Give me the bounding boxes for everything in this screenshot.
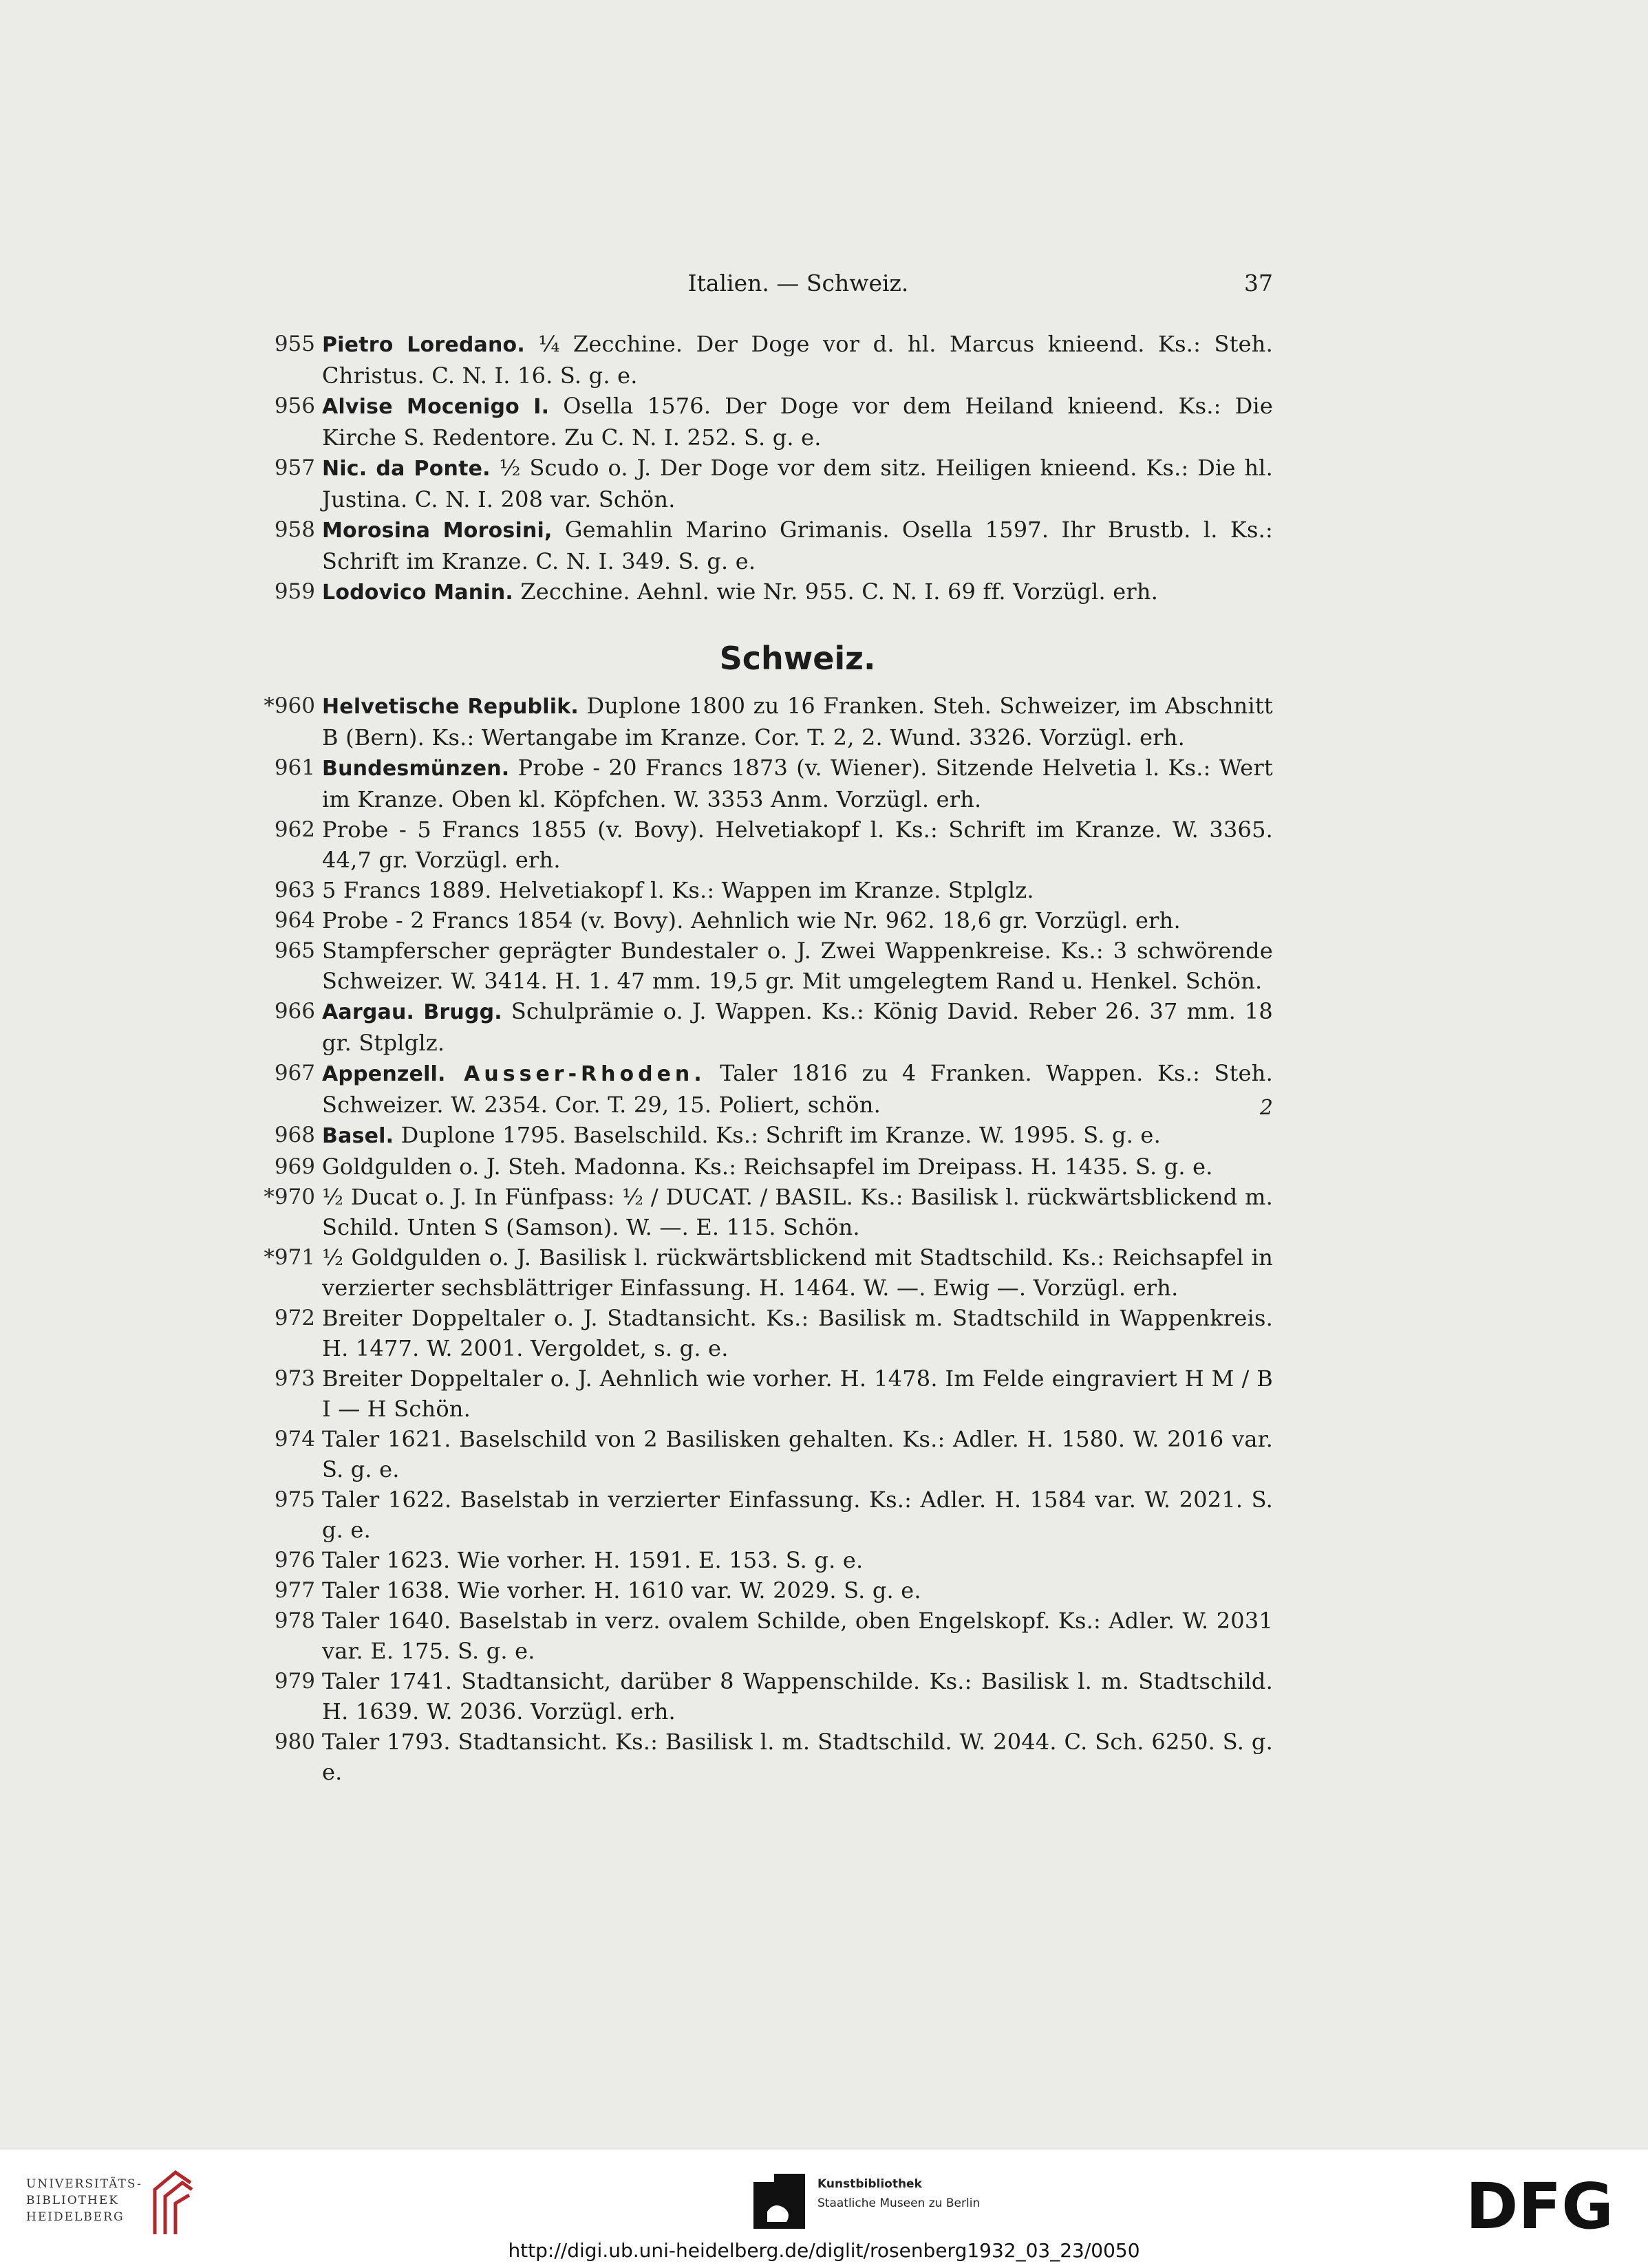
entry-description: Probe - 20 Francs 1873 (v. Wiener). Sitzende Helvetia l. Ks.: Wert im Kranze. Oben kl. Köpfchen. W. 3353 Anm. Vorzügl. erh. <box>322 755 1273 812</box>
entry-text <box>322 875 1273 905</box>
catalog-entry <box>248 1484 1273 1545</box>
svg-text:DFG: DFG <box>1466 2179 1614 2234</box>
catalog-entry <box>248 936 1273 996</box>
entry-text <box>322 1152 1273 1182</box>
catalog-entry <box>248 1058 1273 1120</box>
entry-heading: Helvetische Republik. <box>322 695 579 719</box>
entry-heading: Aargau. Brugg. <box>322 1000 502 1024</box>
entry-description: ¼ Zecchine. Der Doge vor d. hl. Marcus knieend. Ks.: Steh. Christus. C. N. I. 16. S. g. e. <box>322 331 1273 389</box>
lot-number: 977 <box>274 1578 315 1603</box>
entry-text <box>322 329 1273 391</box>
entry-text <box>322 1545 1273 1575</box>
entry-text <box>322 391 1273 453</box>
kunstbibliothek-logo-icon <box>753 2174 805 2229</box>
entry-description: Taler 1640. Baselstab in verz. ovalem Schilde, oben Engelskopf. Ks.: Adler. W. 2031 var. E. 175. S. g. e. <box>322 1608 1273 1664</box>
entry-heading: Lodovico Manin. <box>322 581 513 605</box>
entry-text <box>322 1424 1273 1484</box>
lot-number: 964 <box>274 908 315 933</box>
catalog-entry <box>248 1242 1273 1303</box>
catalog-entry <box>248 1575 1273 1606</box>
entry-description: Gemahlin Marino Grimanis. Osella 1597. Ihr Brustb. l. Ks.: Schrift im Kranze. C. N. I. 349. S. g. e. <box>322 517 1273 574</box>
entry-heading: Bundesmünzen. <box>322 757 510 781</box>
lot-number: 958 <box>274 517 315 542</box>
lot-number: 974 <box>274 1427 315 1451</box>
entry-description: Taler 1793. Stadtansicht. Ks.: Basilisk l. m. Stadtschild. W. 2044. C. Sch. 6250. S. g. e. <box>322 1729 1273 1785</box>
entry-text <box>322 1303 1273 1363</box>
entry-text <box>322 1058 1273 1120</box>
entry-description: Zecchine. Aehnl. wie Nr. 955. C. N. I. 69 ff. Vorzügl. erh. <box>513 579 1159 605</box>
entry-text <box>322 1575 1273 1606</box>
entry-description: Osella 1576. Der Doge vor dem Heiland knieend. Ks.: Die Kirche S. Redentore. Zu C. N. I. 252. S. g. e. <box>322 393 1273 451</box>
entry-heading: Appenzell. <box>322 1062 446 1086</box>
lot-number: 972 <box>274 1306 315 1330</box>
lot-number: 973 <box>274 1366 315 1391</box>
entry-description: ½ Ducat o. J. In Fünfpass: ½ / DUCAT. / BASIL. Ks.: Basilisk l. rückwärtsblickend m. Schild. Unten S (Samson). W. —. E. 115. Schön. <box>322 1184 1273 1240</box>
catalog-entry <box>248 1545 1273 1575</box>
catalog-entry <box>248 691 1273 753</box>
entry-text <box>322 515 1273 576</box>
lot-number: 965 <box>274 938 315 963</box>
entry-text <box>322 1727 1273 1787</box>
kb-title: Kunstbibliothek <box>817 2177 922 2191</box>
catalog-entry <box>248 1424 1273 1484</box>
lot-number: 979 <box>274 1669 315 1694</box>
lot-number: 969 <box>274 1154 315 1179</box>
dfg-logo-icon <box>1466 2179 1627 2234</box>
entry-description: Stampferscher geprägter Bundestaler o. J. Zwei Wappenkreise. Ks.: 3 schwörende Schweizer. W. 3414. H. 1. 47 mm. 19,5 gr. Mit umgelegtem Rand u. Henkel. Schön. <box>322 938 1273 994</box>
italy-entry-list <box>248 329 1273 608</box>
uni-name-line: BIBLIOTHEK <box>26 2194 119 2207</box>
entry-description: ½ Scudo o. J. Der Doge vor dem sitz. Heiligen knieend. Ks.: Die hl. Justina. C. N. I. 208 var. Schön. <box>322 455 1273 512</box>
lot-number: 976 <box>274 1548 315 1573</box>
lot-number: *971 <box>264 1245 315 1270</box>
entry-heading: Pietro Loredano. <box>322 333 525 357</box>
uni-name-line: UNIVERSITÄTS- <box>26 2177 142 2191</box>
entry-description: ½ Goldgulden o. J. Basilisk l. rückwärtsblickend mit Stadtschild. Ks.: Reichsapfel in verzierter sechsblättriger Einfassung. H. 1464. W. —. Ewig —. Vorzügl. erh. <box>322 1244 1273 1301</box>
lot-number: 962 <box>274 817 315 842</box>
catalog-entry <box>248 1120 1273 1152</box>
catalog-entry <box>248 1727 1273 1787</box>
kunstbibliothek-name <box>817 2174 980 2213</box>
lot-number: 955 <box>274 332 315 356</box>
lot-number: *970 <box>264 1185 315 1209</box>
entry-heading: Nic. da Ponte. <box>322 457 491 481</box>
entry-text <box>322 936 1273 996</box>
entry-description: Taler 1741. Stadtansicht, darüber 8 Wappenschilde. Ks.: Basilisk l. m. Stadtschild. H. 1639. W. 2036. Vorzügl. erh. <box>322 1668 1273 1725</box>
entry-description: 5 Francs 1889. Helvetiakopf l. Ks.: Wappen im Kranze. Stplglz. <box>322 877 1034 903</box>
entry-text <box>322 814 1273 875</box>
entry-text <box>322 576 1273 608</box>
entry-heading: Basel. <box>322 1124 394 1148</box>
entry-text <box>322 1484 1273 1545</box>
catalog-entry <box>248 1666 1273 1727</box>
entry-text <box>322 1182 1273 1242</box>
lot-number: 963 <box>274 878 315 903</box>
entry-description: Duplone 1800 zu 16 Franken. Steh. Schweizer, im Abschnitt B (Bern). Ks.: Wertangabe im Kranze. Cor. T. 2, 2. Wund. 3326. Vorzügl. erh. <box>322 693 1273 750</box>
catalog-entry <box>248 996 1273 1058</box>
catalog-entries <box>248 329 1273 1787</box>
catalog-entry <box>248 1606 1273 1666</box>
digitization-footer <box>0 2150 1648 2268</box>
entry-text <box>322 905 1273 936</box>
catalog-entry <box>248 1152 1273 1182</box>
entry-description: Taler 1622. Baselstab in verzierter Einfassung. Ks.: Adler. H. 1584 var. W. 2021. S. g. e. <box>322 1487 1273 1543</box>
university-library-name <box>26 2176 142 2225</box>
entry-subheading: Ausser-Rhoden. <box>445 1062 706 1086</box>
entry-heading: Morosina Morosini, <box>322 519 553 543</box>
catalog-entry <box>248 576 1273 608</box>
lot-number: 957 <box>274 455 315 480</box>
entry-description: Probe - 2 Francs 1854 (v. Bovy). Aehnlich wie Nr. 962. 18,6 gr. Vorzügl. erh. <box>322 907 1181 933</box>
lot-number: 968 <box>274 1123 315 1147</box>
entry-description: Taler 1623. Wie vorher. H. 1591. E. 153. S. g. e. <box>322 1547 864 1573</box>
entry-text <box>322 1242 1273 1303</box>
kb-subtitle: Staatliche Museen zu Berlin <box>817 2196 981 2210</box>
heidelberg-logo-icon <box>148 2169 196 2238</box>
entry-description: Goldgulden o. J. Steh. Madonna. Ks.: Reichsapfel im Dreipass. H. 1435. S. g. e. <box>322 1154 1213 1180</box>
catalog-entry <box>248 875 1273 905</box>
entry-description: Taler 1816 zu 4 Franken. Wappen. Ks.: Steh. Schweizer. W. 2354. Cor. T. 29, 15. Poliert, schön. <box>322 1060 1273 1118</box>
entry-description: Breiter Doppeltaler o. J. Stadtansicht. Ks.: Basilisk m. Stadtschild in Wappenkreis. H. 1477. W. 2001. Vergoldet, s. g. e. <box>322 1305 1273 1361</box>
running-header <box>323 270 1273 304</box>
page-number: 37 <box>1244 270 1273 296</box>
entry-text <box>322 1606 1273 1666</box>
entry-text <box>322 691 1273 753</box>
lot-number: 975 <box>274 1487 315 1512</box>
uni-name-line: HEIDELBERG <box>26 2210 125 2224</box>
lot-number: 966 <box>274 999 315 1024</box>
lot-number: 959 <box>274 579 315 604</box>
lot-number: 961 <box>274 755 315 780</box>
catalog-entry <box>248 905 1273 936</box>
lot-number: *960 <box>264 693 315 718</box>
catalog-entry <box>248 1182 1273 1242</box>
lot-number: 956 <box>274 393 315 418</box>
entry-text <box>322 453 1273 515</box>
entry-text <box>322 753 1273 814</box>
running-title: Italien. — Schweiz. <box>687 270 909 296</box>
entry-text <box>322 996 1273 1058</box>
lot-number: 978 <box>274 1608 315 1633</box>
entry-description: Schulprämie o. J. Wappen. Ks.: König David. Reber 26. 37 mm. 18 gr. Stplglz. <box>322 998 1273 1056</box>
entry-description: Taler 1621. Baselschild von 2 Basilisken gehalten. Ks.: Adler. H. 1580. W. 2016 var. S. g. e. <box>322 1426 1273 1482</box>
entry-text <box>322 1120 1273 1152</box>
catalog-entry <box>248 1303 1273 1363</box>
catalog-entry <box>248 1363 1273 1424</box>
entry-text <box>322 1363 1273 1424</box>
entry-description: Probe - 5 Francs 1855 (v. Bovy). Helvetiakopf l. Ks.: Schrift im Kranze. W. 3365. 44,7 gr. Vorzügl. erh. <box>322 817 1273 873</box>
permalink-url[interactable]: http://digi.ub.uni-heidelberg.de/diglit/rosenberg1932_03_23/0050 <box>508 2239 1140 2262</box>
catalog-entry <box>248 814 1273 875</box>
catalog-entry <box>248 453 1273 515</box>
entry-description: Taler 1638. Wie vorher. H. 1610 var. W. 2029. S. g. e. <box>322 1577 921 1603</box>
section-title: Schweiz. <box>719 640 876 677</box>
catalog-entry <box>248 515 1273 576</box>
entry-text <box>322 1666 1273 1727</box>
catalog-entry <box>248 329 1273 391</box>
lot-number: 967 <box>274 1061 315 1086</box>
entry-heading: Alvise Mocenigo I. <box>322 395 550 419</box>
swiss-entry-list <box>248 691 1273 1787</box>
lot-number: 980 <box>274 1729 315 1754</box>
entry-description: Duplone 1795. Baselschild. Ks.: Schrift im Kranze. W. 1995. S. g. e. <box>394 1122 1161 1148</box>
margin-note: 2 <box>1259 1096 1273 1120</box>
catalog-entry <box>248 753 1273 814</box>
entry-description: Breiter Doppeltaler o. J. Aehnlich wie vorher. H. 1478. Im Felde eingraviert H M / B I — H Schön. <box>322 1365 1273 1422</box>
catalog-entry <box>248 391 1273 453</box>
